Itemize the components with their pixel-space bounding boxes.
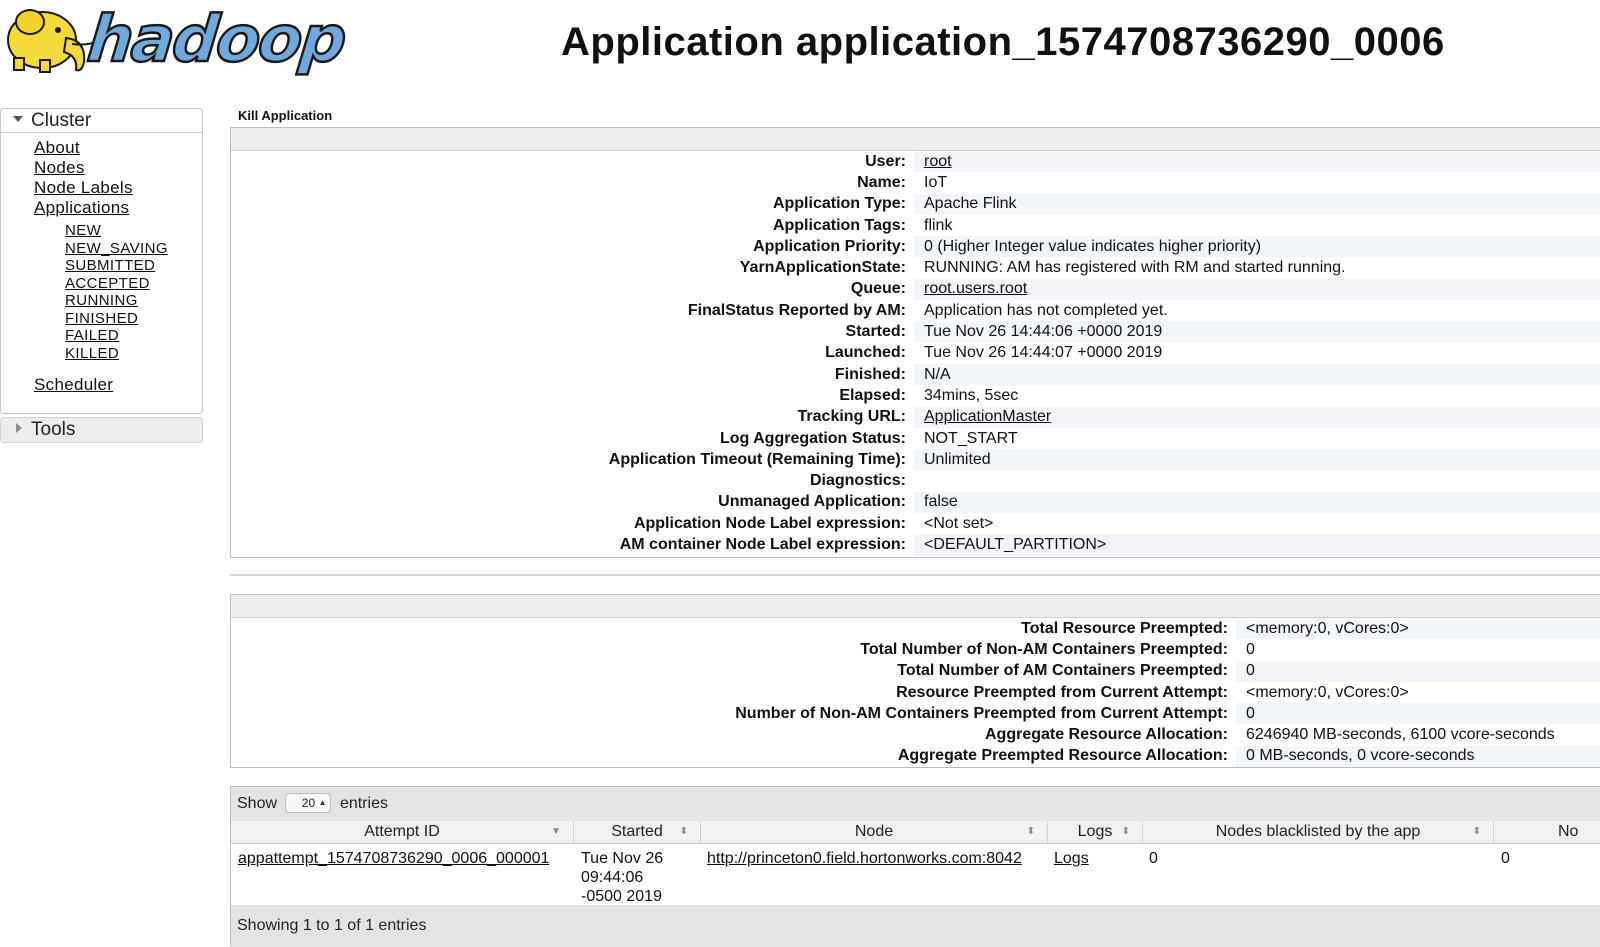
column-label: No <box>1558 823 1579 840</box>
field-label: User: <box>865 152 906 170</box>
field-value: Tue Nov 26 14:44:06 +0000 2019 <box>914 321 1600 342</box>
field-value-link[interactable]: ApplicationMaster <box>924 408 1052 426</box>
field-value <box>914 407 1600 428</box>
field-value: RUNNING: AM has registered with RM and started running. <box>924 259 1346 277</box>
overview-row <box>231 194 1600 215</box>
field-label: Launched: <box>825 344 906 362</box>
cluster-nav <box>0 108 203 414</box>
field-label: Total Resource Preempted: <box>1021 619 1228 637</box>
field-label: Tracking URL: <box>797 408 906 426</box>
field-label: Name: <box>857 173 906 191</box>
attempt-id-link[interactable]: appattempt_1574708736290_0006_000001 <box>238 850 550 867</box>
field-label: Total Number of Non-AM Containers Preempted: <box>860 640 1228 658</box>
metrics-row <box>231 746 1600 767</box>
field-value-link[interactable]: root.users.root <box>924 280 1028 298</box>
sort-both-icon: ⬍ <box>679 826 688 837</box>
field-label: Resource Preempted from Current Attempt: <box>896 683 1228 701</box>
overview-table <box>231 151 1600 556</box>
field-value: 34mins, 5sec <box>924 386 1019 404</box>
overview-row <box>231 428 1600 449</box>
nav-state-failed-link[interactable]: FAILED <box>65 327 120 344</box>
sort-both-icon: ⬍ <box>1121 826 1130 837</box>
sort-desc-icon: ▼ <box>551 826 561 837</box>
field-value <box>914 151 1600 172</box>
nav-state-new-saving-link[interactable]: NEW_SAVING <box>65 240 168 257</box>
nav-nodes-link[interactable]: Nodes <box>34 158 85 177</box>
field-value: 0 <box>1246 640 1255 658</box>
field-value: Tue Nov 26 14:44:07 +0000 2019 <box>924 344 1163 362</box>
section-divider <box>230 574 1600 576</box>
field-label: Elapsed: <box>839 386 906 404</box>
field-value <box>914 279 1600 300</box>
field-value: <Not set> <box>924 514 994 532</box>
nav-applications-link[interactable]: Applications <box>34 198 130 217</box>
field-value: N/A <box>914 364 1600 385</box>
field-label: AM container Node Label expression: <box>619 535 906 553</box>
column-label: Started <box>611 823 663 840</box>
column-node[interactable] <box>701 821 1048 843</box>
overview-row <box>231 321 1600 342</box>
collapsed-triangle-icon <box>16 423 22 433</box>
select-arrows-icon: ▲ <box>318 797 327 807</box>
overview-row <box>231 449 1600 470</box>
nav-state-finished-link[interactable]: FINISHED <box>65 310 139 327</box>
cluster-label: Cluster <box>31 110 92 131</box>
metrics-row <box>231 682 1600 703</box>
metrics-row <box>231 618 1600 639</box>
column-logs[interactable] <box>1048 821 1143 843</box>
overview-row <box>231 279 1600 300</box>
application-overview-panel <box>230 127 1600 558</box>
resource-metrics-panel <box>230 594 1600 768</box>
overview-row <box>231 172 1600 193</box>
logo-text: hadoop <box>84 3 349 77</box>
field-value: <memory:0, vCores:0> <box>1246 683 1409 701</box>
cluster-header[interactable] <box>1 109 202 133</box>
nav-state-running-link[interactable]: RUNNING <box>65 292 138 309</box>
overview-row <box>231 236 1600 257</box>
column-label: Node <box>854 823 894 840</box>
entries-label: entries <box>339 795 388 812</box>
field-label: Application Type: <box>772 195 906 213</box>
field-label: Total Number of AM Containers Preempted: <box>897 662 1228 680</box>
field-value: 0 <box>1236 703 1600 724</box>
nav-state-killed-link[interactable]: KILLED <box>65 345 120 362</box>
field-value: NOT_START <box>924 429 1018 447</box>
field-label: Application Node Label expression: <box>633 514 906 532</box>
blacklisted-by-app-value: 0 <box>1149 850 1158 867</box>
column-label: Attempt ID <box>364 823 440 840</box>
sort-both-icon: ⬍ <box>1026 826 1035 837</box>
nav-state-accepted-link[interactable]: ACCEPTED <box>65 275 150 292</box>
metrics-table <box>231 618 1600 767</box>
column-nodes-blacklisted-by-app[interactable] <box>1143 821 1494 843</box>
tools-header[interactable] <box>1 418 202 442</box>
field-value: 0 MB-seconds, 0 vcore-seconds <box>1236 746 1600 767</box>
tools-label: Tools <box>31 419 76 440</box>
length-control <box>231 787 1600 821</box>
field-value: flink <box>924 216 953 234</box>
column-label: Logs <box>1077 823 1113 840</box>
field-label: Application Tags: <box>772 216 906 234</box>
overview-row <box>231 300 1600 321</box>
kill-application-button[interactable]: Kill Application <box>238 108 333 123</box>
page-title: Application application_1574708736290_0006 <box>561 20 1445 64</box>
overview-row <box>231 385 1600 406</box>
field-label: FinalStatus Reported by AM: <box>687 301 906 319</box>
field-label: Application Priority: <box>753 237 906 255</box>
page-length-select[interactable] <box>285 793 331 813</box>
logs-link[interactable]: Logs <box>1054 850 1089 867</box>
field-label: Unmanaged Application: <box>718 493 906 511</box>
field-value: <DEFAULT_PARTITION> <box>914 534 1600 555</box>
started-line: -0500 2019 <box>581 888 662 905</box>
overview-row <box>231 215 1600 236</box>
nav-state-submitted-link[interactable]: SUBMITTED <box>65 257 156 274</box>
field-label: YarnApplicationState: <box>739 259 906 277</box>
field-label: Number of Non-AM Containers Preempted from Current Attempt: <box>735 704 1228 722</box>
nav-about-link[interactable]: About <box>34 138 80 157</box>
metrics-row <box>231 661 1600 682</box>
field-value: 0 (Higher Integer value indicates higher priority) <box>914 236 1600 257</box>
overview-row <box>231 343 1600 364</box>
field-label: Application Timeout (Remaining Time): <box>608 450 906 468</box>
metrics-row <box>231 703 1600 724</box>
field-value: <memory:0, vCores:0> <box>1236 618 1600 639</box>
overview-row <box>231 257 1600 278</box>
field-value: 0 <box>1236 661 1600 682</box>
page-length-value: 20 <box>301 795 316 810</box>
field-label: Aggregate Resource Allocation: <box>984 726 1228 744</box>
field-value: false <box>914 492 1600 513</box>
field-label: Finished: <box>834 365 906 383</box>
overview-row <box>231 492 1600 513</box>
metrics-row <box>231 639 1600 660</box>
column-nodes-blacklisted-by-system[interactable] <box>1494 821 1600 843</box>
field-label: Started: <box>845 323 906 341</box>
column-attempt-id[interactable] <box>231 821 574 843</box>
field-value: 6246940 MB-seconds, 6100 vcore-seconds <box>1246 726 1555 744</box>
column-label: Nodes blacklisted by the app <box>1215 823 1421 840</box>
node-link[interactable]: http://princeton0.field.hortonworks.com:8042 <box>707 850 1022 867</box>
expand-triangle-icon <box>13 116 23 122</box>
nav-scheduler-link[interactable]: Scheduler <box>34 375 114 394</box>
field-value: IoT <box>924 173 948 191</box>
overview-row <box>231 470 1600 491</box>
field-label: Log Aggregation Status: <box>719 429 906 447</box>
table-info: Showing 1 to 1 of 1 entries <box>231 905 1600 947</box>
table-row <box>231 844 1600 904</box>
overview-row <box>231 513 1600 534</box>
tools-nav[interactable] <box>0 417 203 443</box>
nav-node-labels-link[interactable]: Node Labels <box>34 178 133 197</box>
overview-row <box>231 534 1600 555</box>
field-label: Aggregate Preempted Resource Allocation: <box>897 747 1228 765</box>
overview-row <box>231 407 1600 428</box>
panel-header <box>231 595 1600 618</box>
started-line: Tue Nov 26 <box>581 850 664 867</box>
started-line: 09:44:06 <box>581 869 644 886</box>
column-started[interactable] <box>574 821 701 843</box>
overview-row <box>231 151 1600 172</box>
attempts-table <box>230 786 1600 946</box>
overview-row <box>231 364 1600 385</box>
field-value <box>914 470 1600 491</box>
field-label: Queue: <box>850 280 906 298</box>
sort-both-icon: ⬍ <box>1472 826 1481 837</box>
attempt-started <box>581 849 663 906</box>
field-value: Unlimited <box>914 449 1600 470</box>
show-label: Show <box>237 795 278 812</box>
table-header <box>231 821 1600 844</box>
field-value: Application has not completed yet. <box>924 301 1168 319</box>
field-value: Apache Flink <box>914 194 1600 215</box>
field-label: Diagnostics: <box>809 472 906 490</box>
hadoop-logo[interactable] <box>0 0 360 92</box>
metrics-row <box>231 724 1600 745</box>
field-value-link[interactable]: root <box>924 152 952 170</box>
blacklisted-by-system-value: 0 <box>1501 850 1510 867</box>
panel-header <box>231 128 1600 151</box>
nav-state-new-link[interactable]: NEW <box>65 222 102 239</box>
